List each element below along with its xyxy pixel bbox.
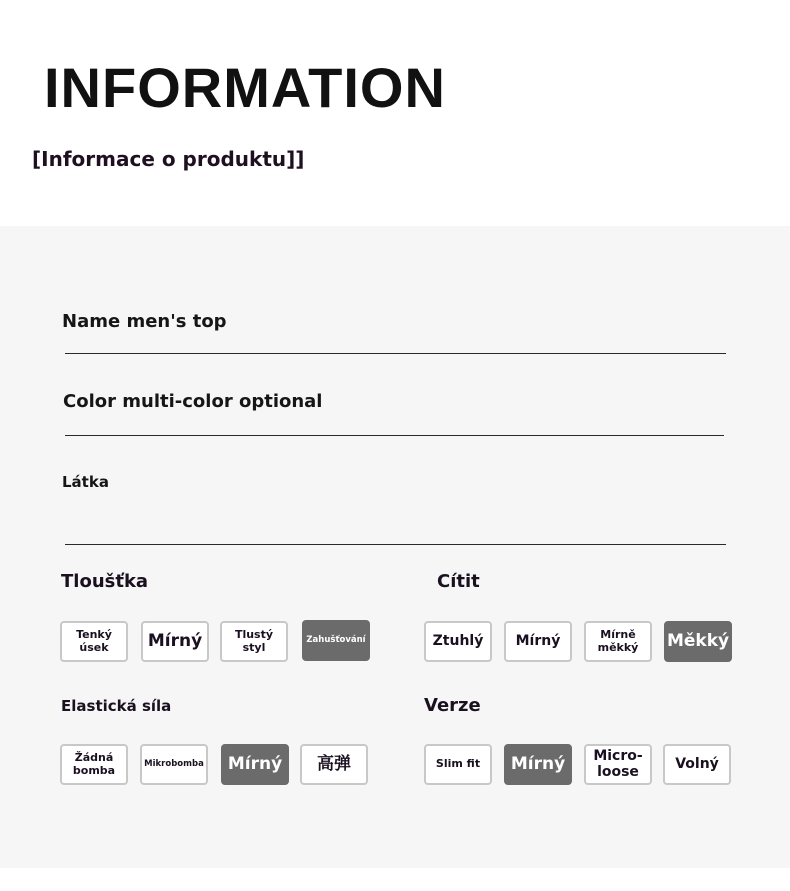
name-divider: [65, 353, 726, 354]
feel-option-soft[interactable]: Měkký: [664, 621, 732, 662]
elasticity-option-none[interactable]: Žádná bomba: [60, 744, 128, 785]
page-title: INFORMATION: [44, 56, 446, 119]
feel-title: Cítit: [437, 571, 480, 592]
thickness-option-thick[interactable]: Tlustý styl: [220, 621, 288, 662]
version-option-slim-fit[interactable]: Slim fit: [424, 744, 492, 785]
feel-option-stiff[interactable]: Ztuhlý: [424, 621, 492, 662]
elasticity-option-high[interactable]: 高弹: [300, 744, 368, 785]
elasticity-option-moderate[interactable]: Mírný: [221, 744, 289, 785]
feel-option-slightly-soft[interactable]: Mírně měkký: [584, 621, 652, 662]
fabric-field-label: Látka: [62, 473, 109, 491]
version-option-micro-loose[interactable]: Micro-loose: [584, 744, 652, 785]
version-title: Verze: [424, 695, 481, 716]
header: [0, 0, 790, 226]
version-option-moderate[interactable]: Mírný: [504, 744, 572, 785]
color-field-label: Color multi-color optional: [63, 391, 323, 412]
thickness-option-moderate[interactable]: Mírný: [141, 621, 209, 662]
fabric-divider: [65, 544, 726, 545]
elasticity-title: Elastická síla: [61, 697, 172, 715]
page-subtitle: [Informace o produktu]]: [32, 147, 305, 171]
color-divider: [65, 435, 724, 436]
info-panel: [0, 226, 790, 868]
version-option-loose[interactable]: Volný: [663, 744, 731, 785]
thickness-option-thickened[interactable]: Zahušťování: [302, 620, 370, 661]
thickness-title: Tloušťka: [61, 571, 149, 592]
feel-option-moderate[interactable]: Mírný: [504, 621, 572, 662]
thickness-option-thin[interactable]: Tenký úsek: [60, 621, 128, 662]
elasticity-option-micro[interactable]: Mikrobomba: [140, 744, 208, 785]
name-field-label: Name men's top: [62, 311, 227, 332]
